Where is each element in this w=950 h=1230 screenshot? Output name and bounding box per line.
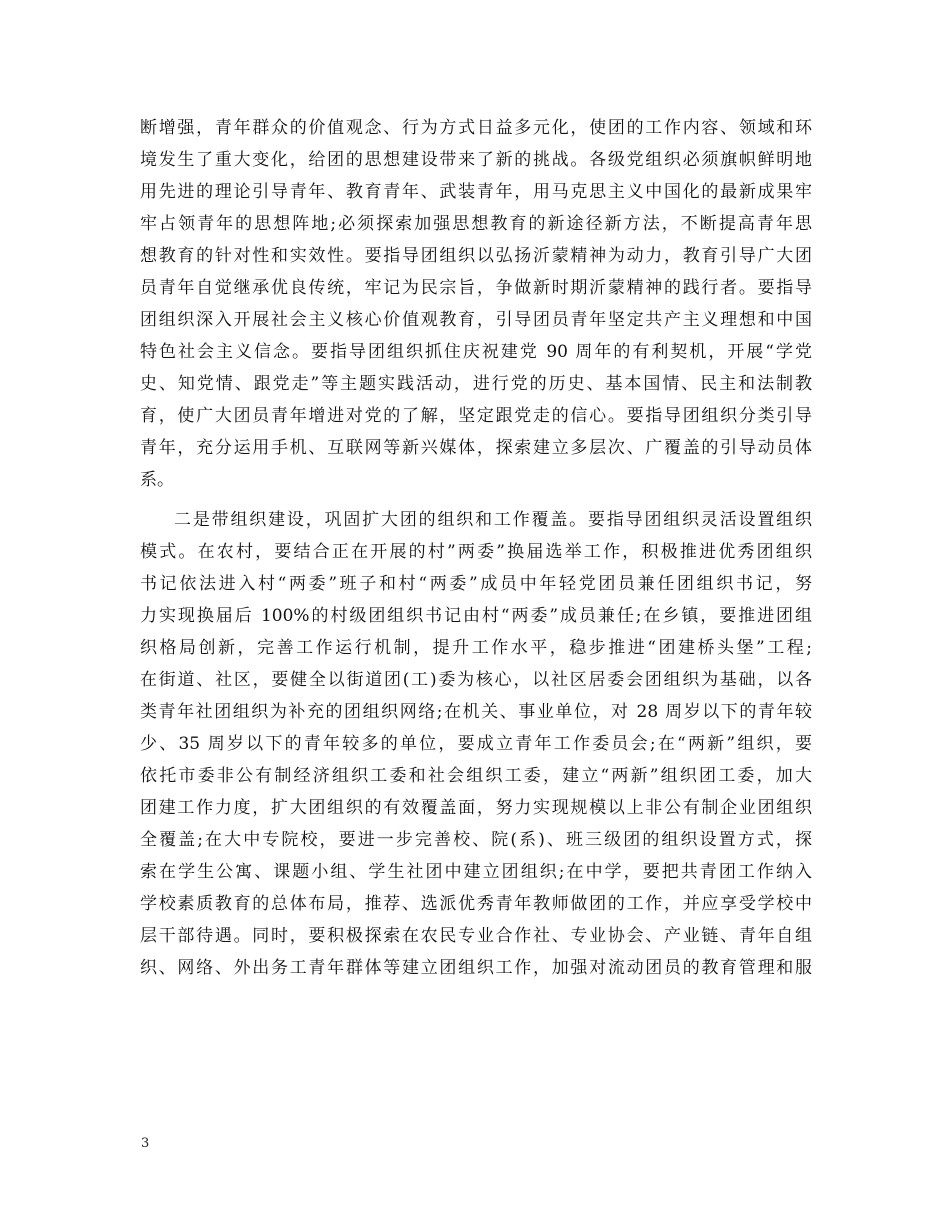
text-line: 类青年社团组织为补充的团组织网络;在机关、事业单位，对 28 周岁以下的青年较 (140, 702, 812, 722)
text-line: 模式。在农村，要结合正在开展的村”两委”换届选举工作，积极推进优秀团组织 (140, 542, 812, 562)
text-line: 依托市委非公有制经济组织工委和社会组织工委，建立“两新”组织团工委，加大 (140, 766, 812, 786)
paragraph-gap (140, 496, 812, 504)
text-line: 青年，充分运用手机、互联网等新兴媒体，探索建立多层次、广覆盖的引导动员体 (140, 438, 812, 458)
text-line: 书记依法进入村“两委”班子和村“两委”成员中年轻党团员兼任团组织书记，努 (140, 574, 812, 594)
text-line: 织格局创新，完善工作运行机制，提升工作水平，稳步推进“团建桥头堡”工程; (140, 638, 812, 658)
text-line: 员青年自觉继承优良传统，牢记为民宗旨，争做新时期沂蒙精神的践行者。要指导 (140, 278, 812, 298)
text-line: 团建工作力度，扩大团组织的有效覆盖面，努力实现规模以上非公有制企业团组织 (140, 798, 812, 818)
text-line: 少、35 周岁以下的青年较多的单位，要成立青年工作委员会;在“两新”组织，要 (140, 734, 812, 754)
body-text (140, 112, 812, 984)
text-line: 用先进的理论引导青年、教育青年、武装青年，用马克思主义中国化的最新成果牢 (140, 182, 812, 202)
text-line: 层干部待遇。同时，要积极探索在农民专业合作社、专业协会、产业链、青年自组 (140, 926, 812, 946)
text-line: 史、知党情、跟党走”等主题实践活动，进行党的历史、基本国情、民主和法制教 (140, 374, 812, 394)
text-line: 特色社会主义信念。要指导团组织抓住庆祝建党 90 周年的有利契机，开展“学党 (140, 342, 812, 362)
text-line: 全覆盖;在大中专院校，要进一步完善校、院(系)、班三级团的组织设置方式，探 (140, 830, 812, 850)
text-line: 力实现换届后 100%的村级团组织书记由村“两委”成员兼任;在乡镇，要推进团组 (140, 606, 812, 626)
text-line: 想教育的针对性和实效性。要指导团组织以弘扬沂蒙精神为动力，教育引导广大团 (140, 246, 812, 266)
text-line: 牢占领青年的思想阵地;必须探索加强思想教育的新途径新方法，不断提高青年思 (140, 214, 812, 234)
text-line: 织、网络、外出务工青年群体等建立团组织工作，加强对流动团员的教育管理和服 (140, 958, 812, 978)
text-line: 学校素质教育的总体布局，推荐、选派优秀青年教师做团的工作，并应享受学校中 (140, 894, 812, 914)
text-line: 境发生了重大变化，给团的思想建设带来了新的挑战。各级党组织必须旗帜鲜明地 (140, 150, 812, 170)
text-line: 在街道、社区，要健全以街道团(工)委为核心，以社区居委会团组织为基础，以各 (140, 670, 812, 690)
text-line: 二是带组织建设，巩固扩大团的组织和工作覆盖。要指导团组织灵活设置组织 (174, 510, 812, 530)
paragraph-2 (140, 504, 812, 984)
paragraph-1 (140, 112, 812, 496)
text-line: 团组织深入开展社会主义核心价值观教育，引导团员青年坚定共产主义理想和中国 (140, 310, 812, 330)
text-line: 系。 (140, 470, 174, 490)
text-line: 索在学生公寓、课题小组、学生社团中建立团组织;在中学，要把共青团工作纳入 (140, 862, 812, 882)
page-number: 3 (141, 1136, 150, 1151)
text-line: 育，使广大团员青年增进对党的了解，坚定跟党走的信心。要指导团组织分类引导 (140, 406, 812, 426)
text-line: 断增强，青年群众的价值观念、行为方式日益多元化，使团的工作内容、领域和环 (140, 118, 812, 138)
